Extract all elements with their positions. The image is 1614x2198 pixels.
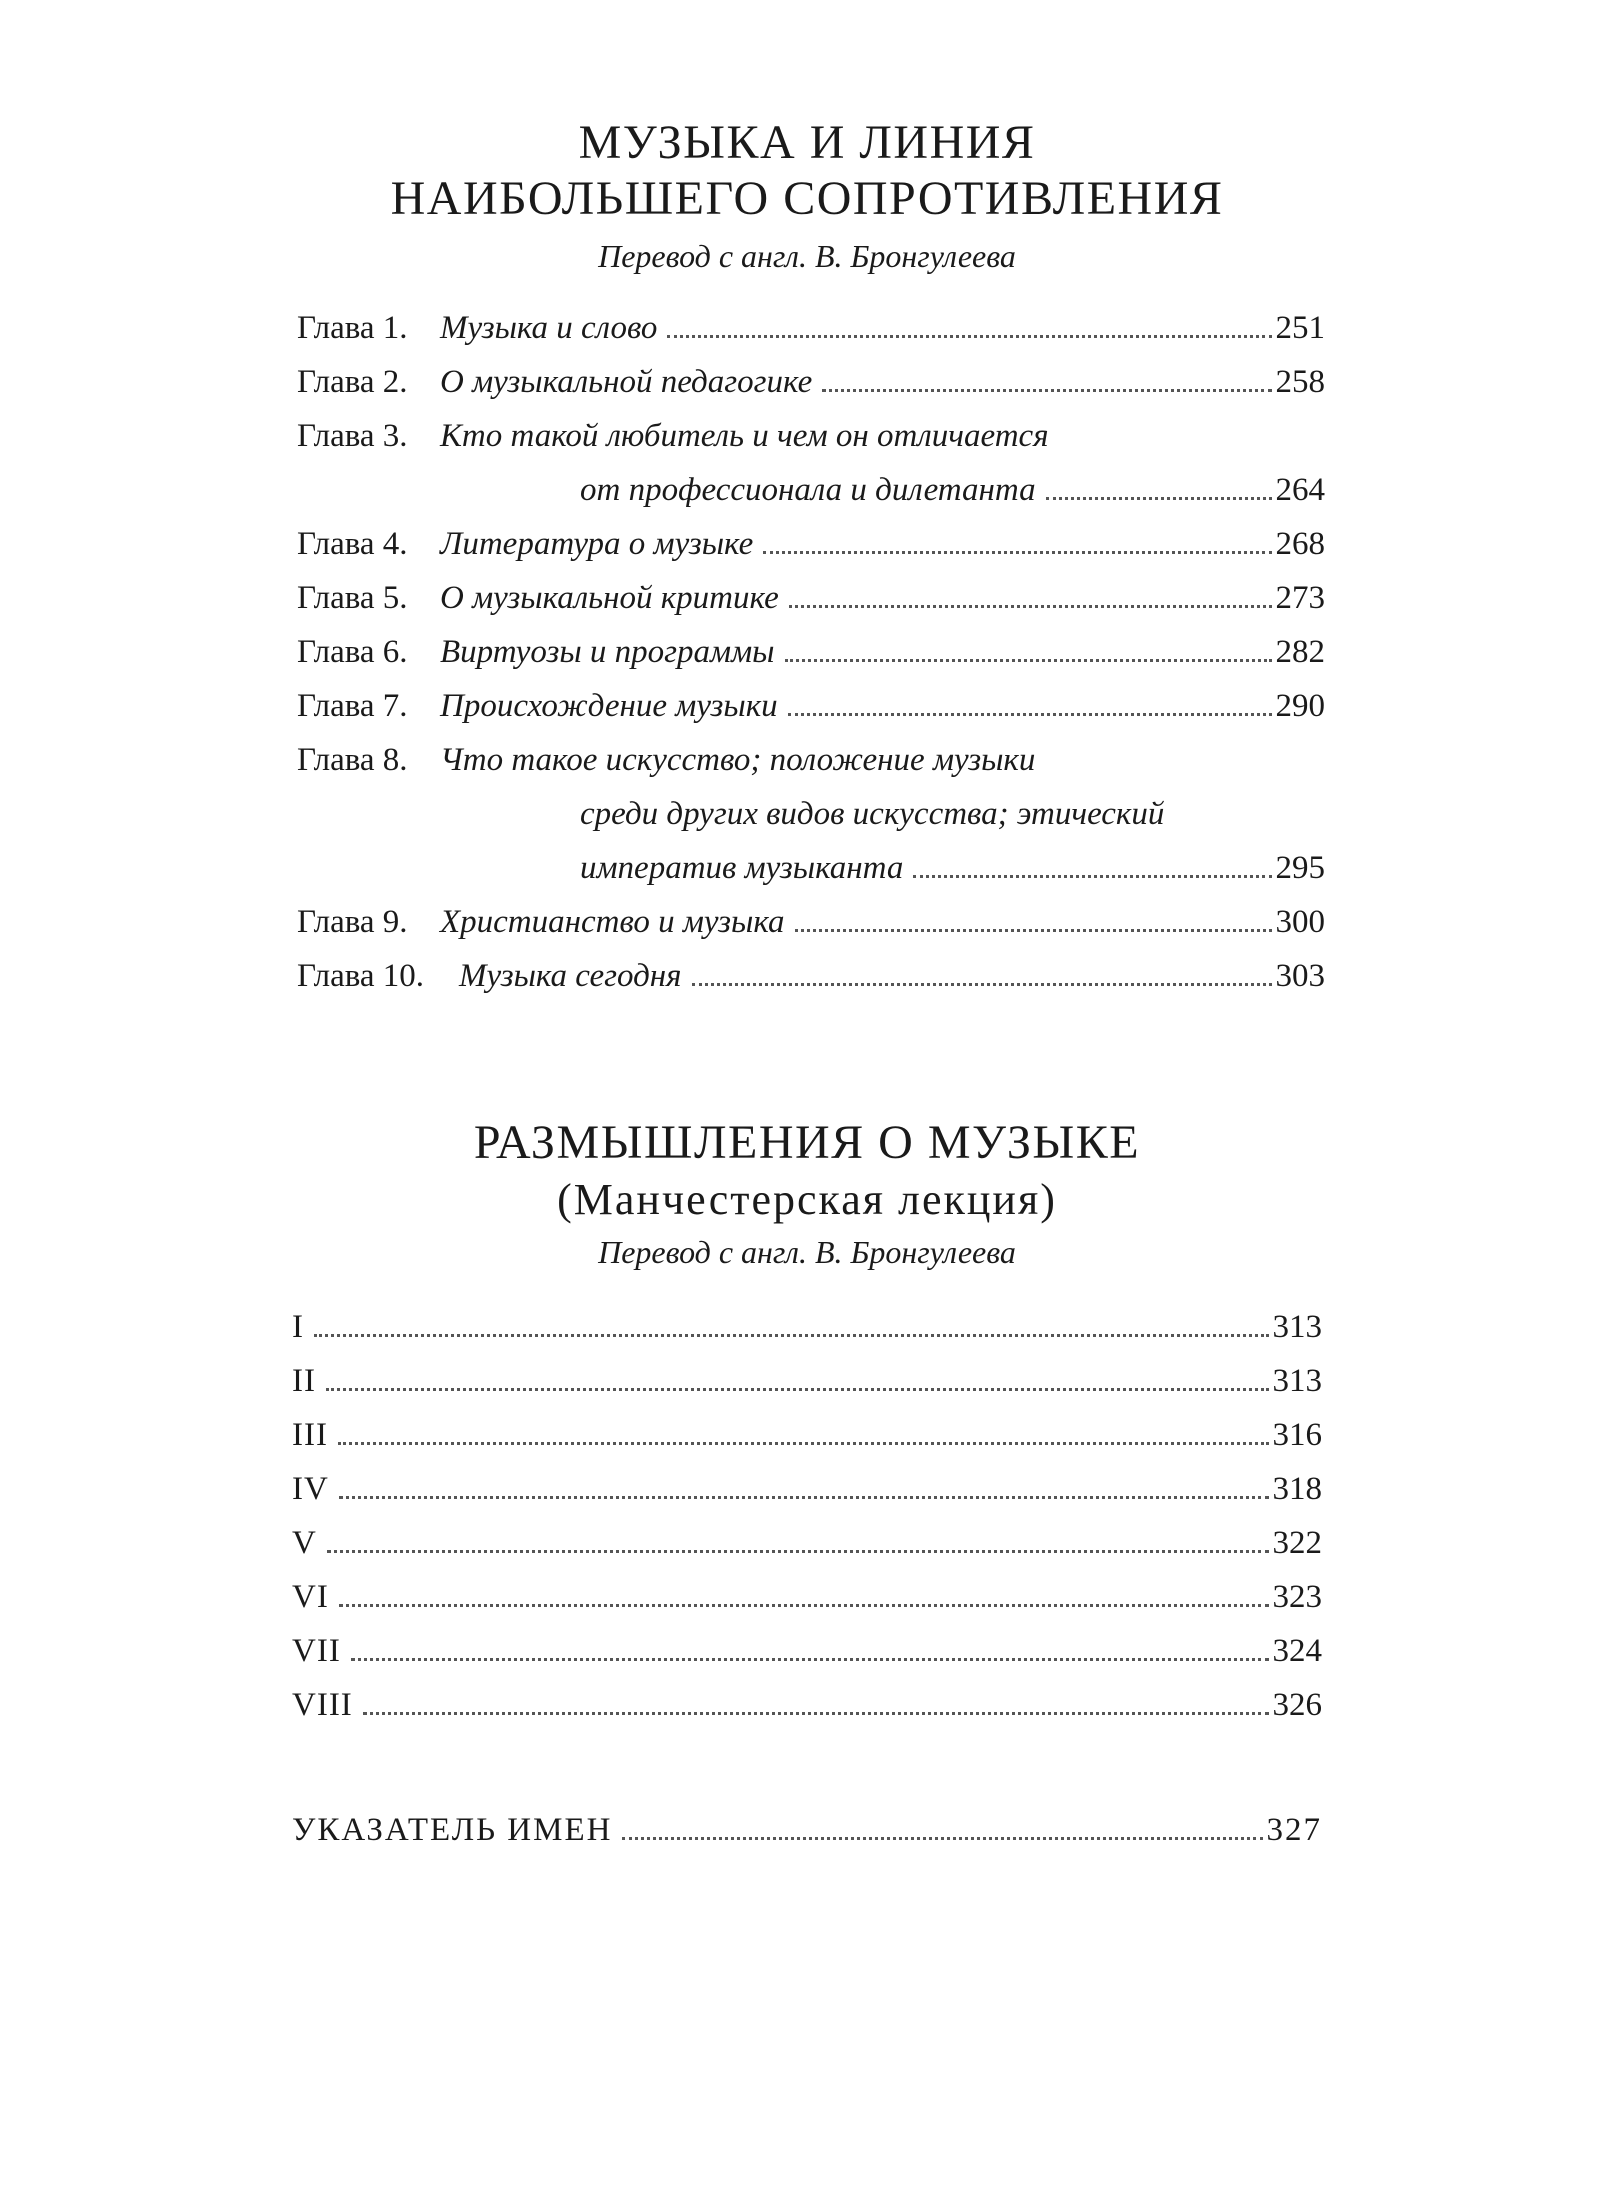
chapter-title-line: Музыка сегодня <box>459 958 682 994</box>
chapter-page: 258 <box>1275 364 1325 400</box>
leader-dots <box>314 1334 1269 1337</box>
toc-entry-chapter-7[interactable] <box>297 679 1325 733</box>
chapter-page: 264 <box>1275 472 1325 508</box>
chapter-last-line <box>440 517 1325 571</box>
leader-dots <box>339 1604 1269 1607</box>
section2-toc <box>292 1300 1322 1732</box>
chapter-title-line: Христианство и музыка <box>440 904 785 940</box>
chapter-page: 290 <box>1275 688 1325 724</box>
toc-entry-part-3[interactable] <box>292 1408 1322 1462</box>
chapter-body <box>440 679 1325 733</box>
leader-dots <box>913 875 1271 878</box>
chapter-page: 282 <box>1275 634 1325 670</box>
chapter-title-line: Кто такой любитель и чем он отличается <box>440 418 1049 454</box>
part-number: II <box>292 1363 316 1399</box>
index-label: УКАЗАТЕЛЬ ИМЕН <box>292 1812 613 1848</box>
toc-entry-chapter-3[interactable] <box>297 409 1325 517</box>
part-page: 316 <box>1272 1417 1322 1453</box>
chapter-label: Глава 5. <box>297 580 408 616</box>
chapter-last-line <box>459 949 1325 1003</box>
toc-entry-part-7[interactable] <box>292 1624 1322 1678</box>
chapter-page: 268 <box>1275 526 1325 562</box>
chapter-body <box>440 571 1325 625</box>
chapter-last-line <box>440 355 1325 409</box>
chapter-body <box>440 517 1325 571</box>
toc-entry-chapter-10[interactable] <box>297 949 1325 1003</box>
toc-entry-chapter-8[interactable] <box>297 733 1325 895</box>
chapter-last-line <box>440 625 1325 679</box>
leader-dots <box>351 1658 1269 1661</box>
chapter-last-line <box>440 463 1325 517</box>
toc-entry-part-1[interactable] <box>292 1300 1322 1354</box>
chapter-last-line <box>440 301 1325 355</box>
part-page: 318 <box>1272 1471 1322 1507</box>
chapter-title-line: Виртуозы и программы <box>440 634 775 670</box>
chapter-body <box>459 949 1325 1003</box>
toc-entry-chapter-6[interactable] <box>297 625 1325 679</box>
chapter-title-line: Происхождение музыки <box>440 688 778 724</box>
toc-entry-part-4[interactable] <box>292 1462 1322 1516</box>
part-number: VII <box>292 1633 341 1669</box>
chapter-title-line: от профессионала и дилетанта <box>580 472 1036 508</box>
chapter-title-line: О музыкальной критике <box>440 580 779 616</box>
section1-toc <box>297 301 1325 1003</box>
chapter-body <box>440 409 1325 517</box>
toc-entry-chapter-9[interactable] <box>297 895 1325 949</box>
toc-entry-part-8[interactable] <box>292 1678 1322 1732</box>
part-page: 323 <box>1272 1579 1322 1615</box>
chapter-body <box>440 625 1325 679</box>
index-page: 327 <box>1266 1812 1322 1848</box>
toc-entry-chapter-4[interactable] <box>297 517 1325 571</box>
toc-entry-part-5[interactable] <box>292 1516 1322 1570</box>
leader-dots <box>788 713 1272 716</box>
leader-dots <box>692 983 1272 986</box>
chapter-page: 251 <box>1275 310 1325 346</box>
chapter-title-line: Литература о музыке <box>440 526 754 562</box>
leader-dots <box>822 389 1271 392</box>
chapter-body <box>440 733 1325 895</box>
chapter-page: 300 <box>1275 904 1325 940</box>
section1-title-line1: МУЗЫКА И ЛИНИЯ <box>578 116 1036 169</box>
chapter-label: Глава 6. <box>297 634 408 670</box>
chapter-label: Глава 8. <box>297 742 408 778</box>
index-entry[interactable] <box>292 1803 1322 1857</box>
chapter-label: Глава 1. <box>297 310 408 346</box>
part-page: 313 <box>1272 1309 1322 1345</box>
part-number: III <box>292 1417 328 1453</box>
chapter-last-line <box>440 679 1325 733</box>
leader-dots <box>327 1550 1269 1553</box>
section2-subtitle: (Манчестерская лекция) <box>557 1175 1057 1224</box>
leader-dots <box>785 659 1272 662</box>
chapter-last-line <box>440 841 1325 895</box>
part-page: 322 <box>1272 1525 1322 1561</box>
chapter-label: Глава 9. <box>297 904 408 940</box>
chapter-label: Глава 7. <box>297 688 408 724</box>
chapter-body <box>440 355 1325 409</box>
chapter-page: 295 <box>1275 850 1325 886</box>
chapter-label: Глава 3. <box>297 418 408 454</box>
chapter-title-line: императив музыканта <box>580 850 904 886</box>
chapter-label: Глава 10. <box>297 958 425 994</box>
part-number: VIII <box>292 1687 353 1723</box>
part-page: 324 <box>1272 1633 1322 1669</box>
chapter-label: Глава 4. <box>297 526 408 562</box>
chapter-page: 273 <box>1275 580 1325 616</box>
part-number: I <box>292 1309 304 1345</box>
section2-translator: Перевод с англ. В. Бронгулеева <box>598 1234 1016 1270</box>
toc-entry-part-2[interactable] <box>292 1354 1322 1408</box>
toc-entry-chapter-1[interactable] <box>297 301 1325 355</box>
leader-dots <box>338 1442 1269 1445</box>
chapter-page: 303 <box>1275 958 1325 994</box>
leader-dots <box>339 1496 1269 1499</box>
chapter-body <box>440 301 1325 355</box>
chapter-title-line: среди других видов искусства; этический <box>580 796 1165 832</box>
part-page: 313 <box>1272 1363 1322 1399</box>
toc-entry-part-6[interactable] <box>292 1570 1322 1624</box>
leader-dots <box>763 551 1271 554</box>
part-page: 326 <box>1272 1687 1322 1723</box>
chapter-title-line: Что такое искусство; положение музыки <box>440 742 1036 778</box>
chapter-title-line: Музыка и слово <box>440 310 658 346</box>
leader-dots <box>667 335 1271 338</box>
section2-title: РАЗМЫШЛЕНИЯ О МУЗЫКЕ <box>473 1116 1141 1169</box>
chapter-body <box>440 895 1325 949</box>
leader-dots <box>795 929 1272 932</box>
section1-title-line2: НАИБОЛЬШЕГО СОПРОТИВЛЕНИЯ <box>390 172 1224 225</box>
chapter-title-line: О музыкальной педагогике <box>440 364 813 400</box>
leader-dots <box>326 1388 1269 1391</box>
chapter-last-line <box>440 895 1325 949</box>
chapter-label: Глава 2. <box>297 364 408 400</box>
leader-dots <box>363 1712 1269 1715</box>
part-number: IV <box>292 1471 329 1507</box>
leader-dots <box>789 605 1272 608</box>
toc-entry-chapter-2[interactable] <box>297 355 1325 409</box>
part-number: V <box>292 1525 317 1561</box>
chapter-last-line <box>440 571 1325 625</box>
toc-entry-chapter-5[interactable] <box>297 571 1325 625</box>
leader-dots <box>622 1837 1262 1840</box>
section1-translator: Перевод с англ. В. Бронгулеева <box>598 238 1016 274</box>
part-number: VI <box>292 1579 329 1615</box>
leader-dots <box>1046 497 1272 500</box>
